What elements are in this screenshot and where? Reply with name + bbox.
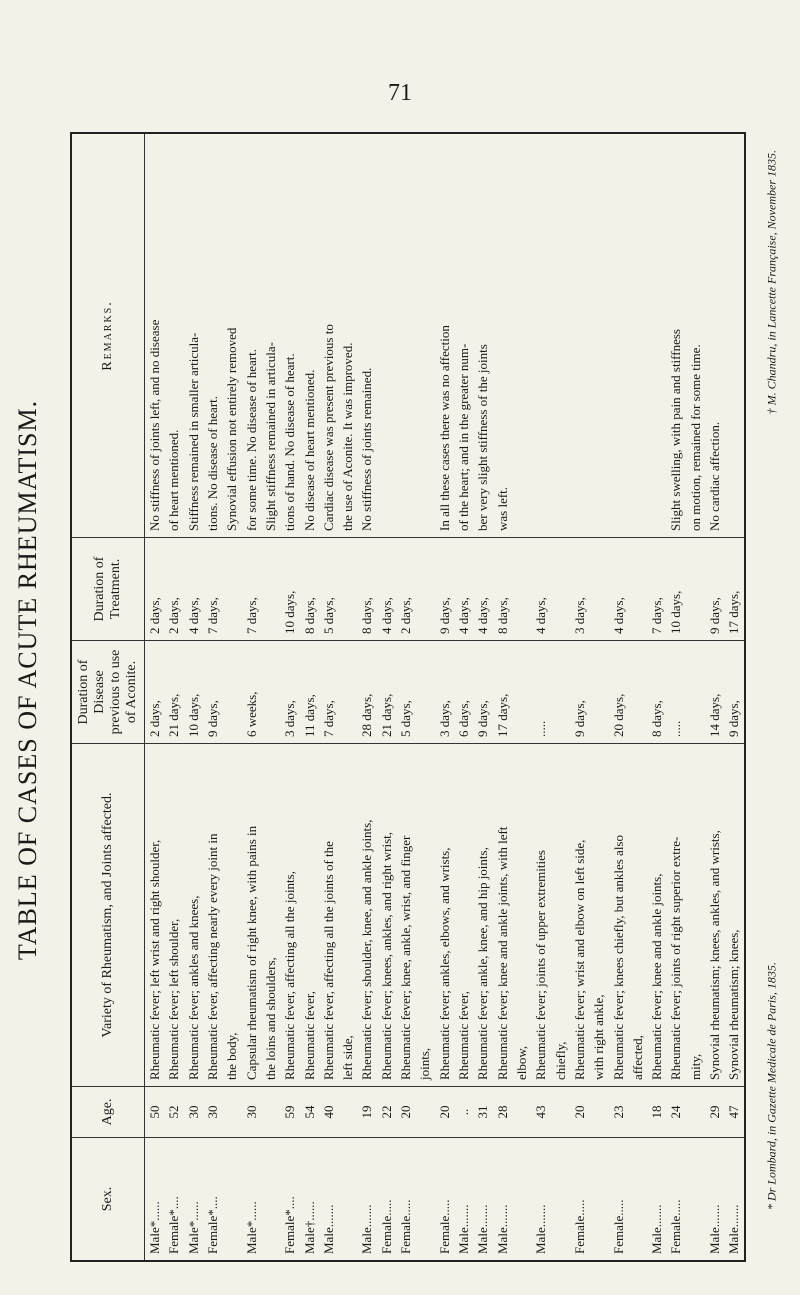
- table-row: [666, 134, 685, 1260]
- cell-duration-treatment: 17 days,: [724, 538, 744, 641]
- cell-remarks: [377, 134, 396, 538]
- footnotes: [765, 150, 780, 1210]
- cell-duration-before: 20 days,: [609, 641, 628, 744]
- cell-duration-before: 9 days,: [724, 641, 744, 744]
- cell-duration-treatment: 4 days,: [609, 538, 628, 641]
- cell-age: 43: [531, 1087, 550, 1138]
- cell-age: 22: [377, 1087, 396, 1138]
- cell-age: 20: [570, 1087, 589, 1138]
- cell-duration-before: 21 days,: [164, 641, 183, 744]
- cell-sex: Male*......: [242, 1138, 261, 1261]
- cell-sex: Female.....: [570, 1138, 589, 1261]
- cell-variety: Rheumatic fever; joints of upper extremities: [531, 744, 550, 1087]
- cell-sex: Male*......: [184, 1138, 203, 1261]
- cell-duration-treatment: 8 days,: [300, 538, 319, 641]
- cell-sex: Female*....: [280, 1138, 299, 1261]
- table-row: [145, 134, 165, 1260]
- cell-duration-before: 28 days,: [357, 641, 376, 744]
- cell-variety: Capsular rheumatism of right knee, with pains in: [242, 744, 261, 1087]
- cell-sex: [589, 1138, 608, 1261]
- cell-sex: Male.......: [647, 1138, 666, 1261]
- cell-remarks: ber very slight stiffness of the joints: [475, 344, 491, 531]
- cell-variety: Rheumatic fever; ankles, elbows, and wrists,: [435, 744, 454, 1087]
- cell-age: 50: [145, 1087, 165, 1138]
- cell-remarks: Cardiac disease was present previous to: [320, 324, 336, 531]
- cell-duration-treatment: 9 days,: [435, 538, 454, 641]
- cell-age: 20: [396, 1087, 415, 1138]
- cell-remarks: the use of Aconite. It was improved.: [340, 342, 356, 531]
- cell-sex: Male.......: [357, 1138, 376, 1261]
- cell-variety: mity,: [686, 744, 705, 1087]
- cell-age: 40: [319, 1087, 338, 1138]
- page-title: TABLE OF CASES OF ACUTE RHEUMATISM.: [13, 399, 42, 961]
- cell-variety: Synovial rheumatism; knees, ankles, and wrists,: [705, 744, 724, 1087]
- cell-duration-treatment: 4 days,: [531, 538, 550, 641]
- cell-sex: Male.......: [531, 1138, 550, 1261]
- cell-age: [222, 1087, 241, 1138]
- cell-duration-before: 6 days,: [454, 641, 473, 744]
- cell-duration-before: [338, 641, 357, 744]
- header-remarks: Remarks.: [72, 134, 145, 538]
- cell-duration-treatment: 4 days,: [184, 538, 203, 641]
- cell-duration-before: 17 days,: [493, 641, 512, 744]
- table-row: [686, 134, 705, 1260]
- cell-age: [686, 1087, 705, 1138]
- table-row: [454, 134, 473, 1260]
- cell-sex: Male.......: [493, 1138, 512, 1261]
- cell-variety: elbow,: [512, 744, 531, 1087]
- cell-sex: Female.....: [396, 1138, 415, 1261]
- table-row: [609, 134, 628, 1260]
- cell-duration-before: 21 days,: [377, 641, 396, 744]
- cell-sex: Male.......: [319, 1138, 338, 1261]
- cell-variety: chiefly,: [551, 744, 570, 1087]
- cell-variety: Rheumatic fever; knees, ankles, and right wrist,: [377, 744, 396, 1087]
- table-row: [570, 134, 589, 1260]
- cell-remarks: [531, 134, 550, 538]
- cell-duration-before: [628, 641, 647, 744]
- cell-variety: affected,: [628, 744, 647, 1087]
- cell-sex: [628, 1138, 647, 1261]
- table-row: [357, 134, 376, 1260]
- cell-remarks: Stiffness remained in smaller articula-: [185, 332, 201, 531]
- table-row: [377, 134, 396, 1260]
- table-row: [164, 134, 183, 1260]
- cell-variety: Synovial rheumatism; knees,: [724, 744, 744, 1087]
- cell-duration-treatment: [261, 538, 280, 641]
- cell-variety: Rheumatic fever; ankles and knees,: [184, 744, 203, 1087]
- footnote-1: * Dr Lombard, in Gazette Medicale de Paris, 1835.: [764, 962, 779, 1210]
- cell-sex: Female.....: [377, 1138, 396, 1261]
- table-row: [512, 134, 531, 1260]
- cell-remarks: [512, 134, 531, 538]
- table-row: [705, 134, 724, 1260]
- table-row: [415, 134, 434, 1260]
- cell-variety: Rheumatic fever; wrist and elbow on left side,: [570, 744, 589, 1087]
- header-duration-treatment: Duration of Treatment.: [72, 538, 145, 641]
- cell-duration-treatment: [512, 538, 531, 641]
- cell-age: 19: [357, 1087, 376, 1138]
- cell-variety: Rheumatic fever; knee and ankle joints, with left: [493, 744, 512, 1087]
- cell-duration-before: 10 days,: [184, 641, 203, 744]
- cell-variety: Rheumatic fever; knees chiefly, but ankles also: [609, 744, 628, 1087]
- cell-remarks: [628, 134, 647, 538]
- cell-variety: Rheumatic fever; ankle, knee, and hip joints,: [473, 744, 492, 1087]
- table-body: [145, 134, 745, 1260]
- cell-variety: Rheumatic fever; knee, ankle, wrist, and finger: [396, 744, 415, 1087]
- cell-age: [628, 1087, 647, 1138]
- table-row: [551, 134, 570, 1260]
- cell-remarks: for some time. No disease of heart.: [243, 349, 259, 531]
- cell-duration-treatment: 9 days,: [705, 538, 724, 641]
- table-row: [222, 134, 241, 1260]
- cell-variety: left side,: [338, 744, 357, 1087]
- table-row: [628, 134, 647, 1260]
- footnote-2: † M. Chandru, in Lancette Française, November 1835.: [764, 150, 779, 415]
- cell-duration-before: 11 days,: [300, 641, 319, 744]
- cell-sex: Female.....: [666, 1138, 685, 1261]
- cell-age: 47: [724, 1087, 744, 1138]
- cell-age: 28: [493, 1087, 512, 1138]
- table-row: [473, 134, 492, 1260]
- cell-variety: with right ankle,: [589, 744, 608, 1087]
- cell-duration-treatment: 8 days,: [493, 538, 512, 641]
- cell-age: [415, 1087, 434, 1138]
- cell-age: [589, 1087, 608, 1138]
- cell-sex: [551, 1138, 570, 1261]
- cell-age: 30: [242, 1087, 261, 1138]
- table-row: [493, 134, 512, 1260]
- cell-duration-before: 5 days,: [396, 641, 415, 744]
- cell-variety: Rheumatic fever; knee and ankle joints,: [647, 744, 666, 1087]
- cell-variety: the body,: [222, 744, 241, 1087]
- table-row: [242, 134, 261, 1260]
- cell-duration-before: 14 days,: [705, 641, 724, 744]
- cell-variety: Rheumatic fever, affecting nearly every joint in: [203, 744, 222, 1087]
- cell-age: 59: [280, 1087, 299, 1138]
- cell-variety: Rheumatic fever; shoulder, knee, and ankle joints,: [357, 744, 376, 1087]
- page-title-container: [8, 130, 48, 1230]
- cell-duration-before: [222, 641, 241, 744]
- cell-sex: Male.......: [454, 1138, 473, 1261]
- cell-duration-before: 9 days,: [203, 641, 222, 744]
- table-row: [280, 134, 299, 1260]
- cell-duration-treatment: 7 days,: [203, 538, 222, 641]
- cell-duration-before: 2 days,: [145, 641, 165, 744]
- cell-sex: Male†......: [300, 1138, 319, 1261]
- cell-remarks: Synovial effusion not entirely removed: [224, 327, 240, 531]
- cell-remarks: [415, 134, 434, 538]
- cell-duration-treatment: 7 days,: [242, 538, 261, 641]
- table-row: [184, 134, 203, 1260]
- cell-sex: Female*....: [164, 1138, 183, 1261]
- cell-duration-treatment: 2 days,: [164, 538, 183, 641]
- table-row: [203, 134, 222, 1260]
- cell-age: [551, 1087, 570, 1138]
- cell-sex: Female.....: [435, 1138, 454, 1261]
- cases-table-container: [70, 132, 746, 1262]
- cell-duration-treatment: 4 days,: [473, 538, 492, 641]
- cell-duration-treatment: [338, 538, 357, 641]
- cell-age: 31: [473, 1087, 492, 1138]
- cell-remarks: [589, 134, 608, 538]
- cell-sex: Female.....: [609, 1138, 628, 1261]
- cell-sex: Male.......: [705, 1138, 724, 1261]
- cell-remarks: [609, 134, 628, 538]
- cell-duration-before: 8 days,: [647, 641, 666, 744]
- page-number: 71: [388, 80, 412, 106]
- cell-duration-before: 9 days,: [473, 641, 492, 744]
- cell-duration-treatment: 2 days,: [396, 538, 415, 641]
- cell-age: [261, 1087, 280, 1138]
- table-row: [531, 134, 550, 1260]
- cell-duration-treatment: [589, 538, 608, 641]
- cell-duration-before: [261, 641, 280, 744]
- cell-sex: Male.......: [473, 1138, 492, 1261]
- cell-duration-treatment: [222, 538, 241, 641]
- cell-age: 54: [300, 1087, 319, 1138]
- cell-remarks: on motion, remained for some time.: [687, 344, 703, 531]
- cell-duration-before: 3 days,: [280, 641, 299, 744]
- cell-sex: [686, 1138, 705, 1261]
- cell-sex: [415, 1138, 434, 1261]
- cell-sex: Male.......: [724, 1138, 744, 1261]
- table-row: [396, 134, 415, 1260]
- cell-remarks: No disease of heart mentioned.: [301, 369, 317, 531]
- cell-duration-treatment: 5 days,: [319, 538, 338, 641]
- cell-age: [512, 1087, 531, 1138]
- table-row: [589, 134, 608, 1260]
- cell-duration-treatment: 8 days,: [357, 538, 376, 641]
- cell-sex: Female*....: [203, 1138, 222, 1261]
- footnotes-container: [752, 150, 792, 1210]
- cell-duration-before: 3 days,: [435, 641, 454, 744]
- cell-remarks: No stiffness of joints remained.: [359, 367, 375, 531]
- cell-duration-treatment: 2 days,: [145, 538, 165, 641]
- cases-table: [72, 134, 744, 1260]
- cell-duration-treatment: [628, 538, 647, 641]
- cell-duration-before: 6 weeks,: [242, 641, 261, 744]
- cell-sex: [222, 1138, 241, 1261]
- table-row: [319, 134, 338, 1260]
- cell-variety: Rheumatic fever,: [300, 744, 319, 1087]
- cell-duration-before: .....: [666, 641, 685, 744]
- table-row: [261, 134, 280, 1260]
- cell-duration-before: 7 days,: [319, 641, 338, 744]
- header-variety: Variety of Rheumatism, and Joints affected.: [72, 744, 145, 1087]
- cell-remarks: No cardiac affection.: [707, 421, 723, 531]
- cell-duration-treatment: [551, 538, 570, 641]
- table-row: [300, 134, 319, 1260]
- cell-remarks: In all these cases there was no affection: [436, 325, 452, 531]
- cell-remarks: tions of hand. No disease of heart.: [282, 353, 298, 531]
- cell-remarks: [724, 134, 744, 538]
- cell-variety: joints,: [415, 744, 434, 1087]
- header-duration-before: Duration of Disease previous to use of Aconite.: [72, 641, 145, 744]
- cell-duration-treatment: 3 days,: [570, 538, 589, 641]
- table-row: [435, 134, 454, 1260]
- header-age: Age.: [72, 1087, 145, 1138]
- cell-variety: Rheumatic fever; joints of right superior extre-: [666, 744, 685, 1087]
- cell-remarks: Slight swelling, with pain and stiffness: [668, 329, 684, 531]
- cell-remarks: No stiffness of joints left, and no disease: [147, 319, 162, 531]
- cell-sex: [261, 1138, 280, 1261]
- cell-age: 24: [666, 1087, 685, 1138]
- cell-duration-treatment: 4 days,: [377, 538, 396, 641]
- cell-duration-before: 9 days,: [570, 641, 589, 744]
- cell-age: 29: [705, 1087, 724, 1138]
- cases-table-frame: [70, 132, 746, 1262]
- table-row: [338, 134, 357, 1260]
- cell-age: 30: [203, 1087, 222, 1138]
- table-row: [724, 134, 744, 1260]
- cell-remarks: [570, 134, 589, 538]
- header-sex: Sex.: [72, 1138, 145, 1261]
- cell-duration-treatment: 10 days,: [280, 538, 299, 641]
- cell-duration-before: [415, 641, 434, 744]
- cell-age: ..: [454, 1087, 473, 1138]
- cell-duration-treatment: 4 days,: [454, 538, 473, 641]
- cell-duration-before: [589, 641, 608, 744]
- cell-remarks: of heart mentioned.: [166, 429, 182, 531]
- cell-variety: the loins and shoulders,: [261, 744, 280, 1087]
- cell-remarks: [551, 134, 570, 538]
- cell-variety: Rheumatic fever, affecting all the joints of the: [319, 744, 338, 1087]
- cell-age: 52: [164, 1087, 183, 1138]
- cell-sex: Male*......: [145, 1138, 165, 1261]
- cell-duration-treatment: 7 days,: [647, 538, 666, 641]
- cell-variety: Rheumatic fever; left wrist and right shoulder,: [145, 744, 165, 1087]
- cell-variety: Rheumatic fever; left shoulder,: [164, 744, 183, 1087]
- cell-duration-treatment: 10 days,: [666, 538, 685, 641]
- cell-age: [338, 1087, 357, 1138]
- cell-duration-treatment: [686, 538, 705, 641]
- cell-age: 20: [435, 1087, 454, 1138]
- cell-sex: [338, 1138, 357, 1261]
- cell-remarks: [396, 134, 415, 538]
- table-row: [647, 134, 666, 1260]
- cell-duration-before: [551, 641, 570, 744]
- cell-remarks: of the heart; and in the greater num-: [456, 343, 472, 531]
- cell-variety: Rheumatic fever,: [454, 744, 473, 1087]
- cell-remarks: was left.: [494, 486, 510, 531]
- cell-duration-before: [512, 641, 531, 744]
- cell-remarks: [647, 134, 666, 538]
- cell-duration-treatment: [415, 538, 434, 641]
- table-header-row: [72, 134, 145, 1260]
- cell-sex: [512, 1138, 531, 1261]
- cell-age: 30: [184, 1087, 203, 1138]
- cell-age: 23: [609, 1087, 628, 1138]
- cell-variety: Rheumatic fever, affecting all the joints,: [280, 744, 299, 1087]
- cell-remarks: tions. No disease of heart.: [204, 395, 220, 531]
- cell-duration-before: [686, 641, 705, 744]
- cell-age: 18: [647, 1087, 666, 1138]
- cell-duration-before: .....: [531, 641, 550, 744]
- cell-remarks: Slight stiffness remained in articula-: [262, 342, 278, 531]
